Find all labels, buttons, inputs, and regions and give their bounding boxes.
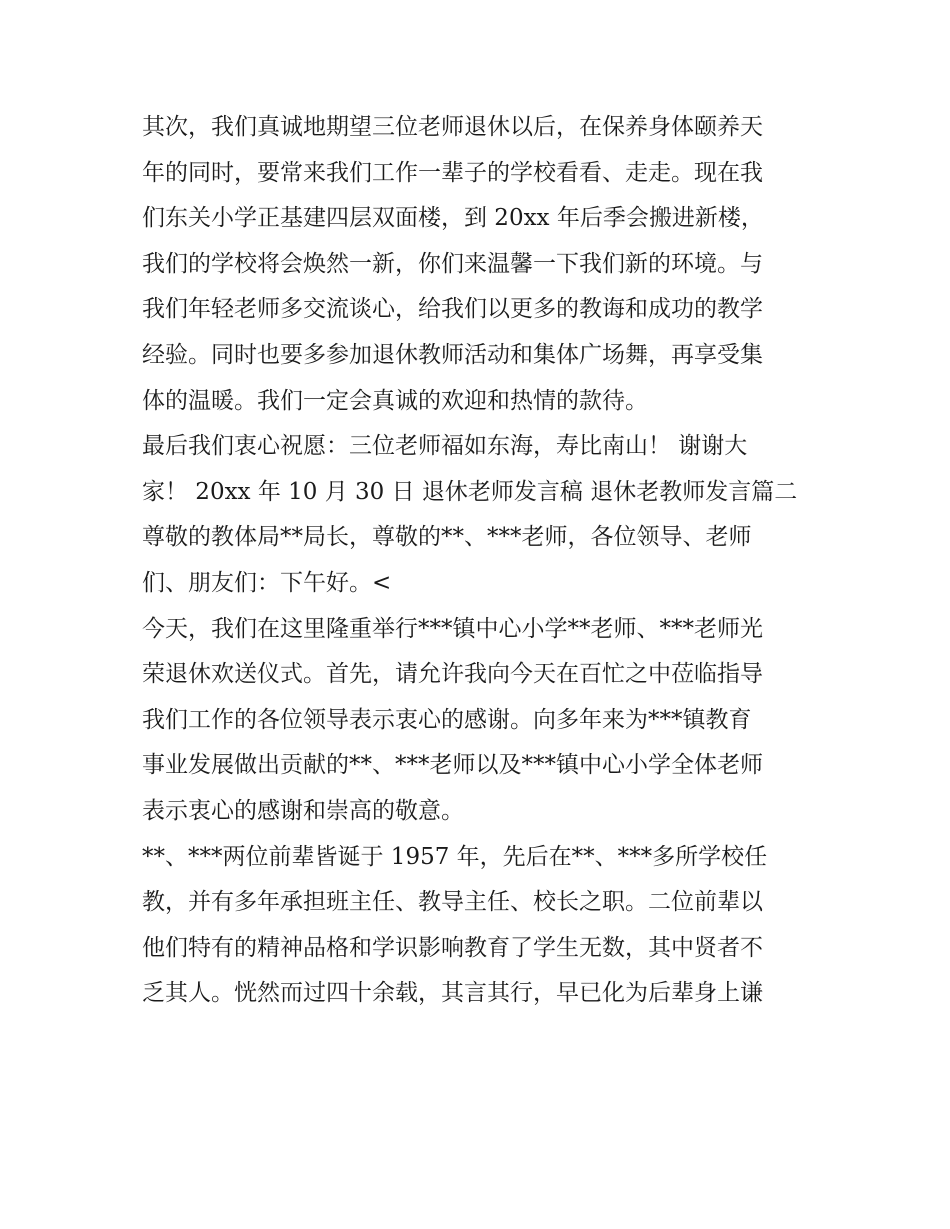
text-line: 事业发展做出贡献的**、***老师以及***镇中心小学全体老师: [142, 752, 763, 779]
text-line: 年的同时，要常来我们工作一辈子的学校看看、走走。现在我: [142, 159, 763, 186]
text-line: 我们的学校将会焕然一新，你们来温馨一下我们新的环境。与: [142, 250, 763, 277]
text-line: 经验。同时也要多参加退休教师活动和集体广场舞，再享受集: [142, 341, 763, 368]
text-line: 他们特有的精神品格和学识影响教育了学生无数，其中贤者不: [142, 934, 763, 961]
text-line: 我们工作的各位领导表示衷心的感谢。向多年来为***镇教育: [142, 706, 752, 733]
text-line: 其次，我们真诚地期望三位老师退休以后，在保养身体颐养天: [142, 114, 763, 140]
text-line: 尊敬的教体局**局长，尊敬的**、***老师，各位领导、老师: [142, 524, 752, 551]
text-line: 荣退休欢送仪式。首先，请允许我向今天在百忙之中莅临指导: [142, 661, 763, 688]
text-line: 们东关小学正基建四层双面楼，到 20xx 年后季会搬进新楼，: [142, 205, 764, 232]
text-line: 们、朋友们：下午好。<: [142, 569, 392, 596]
text-line: 最后我们衷心祝愿：三位老师福如东海，寿比南山！ 谢谢大: [142, 433, 748, 460]
text-line: 体的温暖。我们一定会真诚的欢迎和热情的款待。: [142, 387, 648, 414]
text-line: **、***两位前辈皆诞于 1957 年，先后在**、***多所学校任: [142, 843, 768, 870]
text-line: 今天，我们在这里隆重举行***镇中心小学**老师、***老师光: [142, 615, 763, 642]
text-line: 我们年轻老师多交流谈心，给我们以更多的教诲和成功的教学: [142, 296, 763, 323]
text-line: 表示衷心的感谢和崇高的敬意。: [142, 797, 464, 824]
text-line: 教，并有多年承担班主任、教导主任、校长之职。二位前辈以: [142, 889, 763, 916]
speech-text-body: [142, 105, 822, 1017]
text-line: 乏其人。恍然而过四十余载，其言其行，早已化为后辈身上谦: [142, 980, 763, 1007]
text-line: 家！ 20xx 年 10 月 30 日 退休老师发言稿 退休老教师发言篇二: [142, 478, 798, 505]
